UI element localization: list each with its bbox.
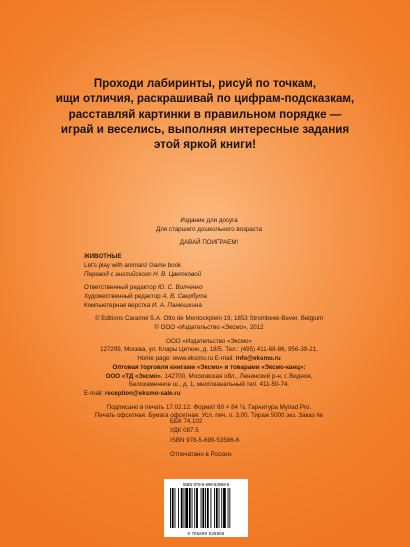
- wholesale-email-label: E-mail:: [84, 389, 104, 397]
- intro-text: [28, 76, 382, 152]
- print-info-2: Печать офсетная. Бумага офсетная. Усл. печ. л. 3,00. Тираж 5000 экз. Заказ №: [94, 412, 323, 420]
- email-label: E-mail:: [214, 355, 235, 363]
- editor-credit: [84, 284, 334, 293]
- printed-in: Отпечатано в России.: [170, 451, 233, 459]
- wholesale-heading: Оптовая торговля книгами «Эксмо» и товарами «Эксмо-канц»:: [112, 363, 306, 371]
- wholesale-line-2: Белокаменное ш., д. 1, многоканальный тел. 411-50-74.: [128, 381, 290, 389]
- homepage-value: www.eksmo.ru: [172, 355, 214, 363]
- wholesale-email-value: reception@eksmo-sale.ru: [105, 389, 181, 397]
- series-name: ДАВАЙ ПОИГРАЕМ!: [179, 239, 239, 247]
- layout-credit: [84, 302, 334, 311]
- copyright-original: © Editions Caramel S.A. Otto de Mentockplein 19, 1853 Strombeek-Bever, Belgium: [94, 315, 324, 323]
- intro-line: играй и веселись, выполняя интересные задания: [60, 122, 350, 136]
- editor-name: Ю. С. Волченко: [157, 284, 203, 292]
- print-info-1: Подписано в печать 17.02.12. Формат 60 × 84 ⅛. Гарнитура Myriad Pro.: [106, 403, 312, 411]
- email-value: info@eksmo.ru: [235, 355, 281, 363]
- intro-line: Проходи лабиринты, рисуй по точкам,: [93, 77, 317, 90]
- barcode-isbn-label: ISBN 978-5-699-53586-6: [182, 482, 230, 487]
- book-title: ЖИВОТНЫЕ: [84, 253, 122, 261]
- intro-line: ищи отличия, раскрашивай по цифрам-подсказкам,: [55, 92, 355, 106]
- imprint-block: [84, 217, 334, 421]
- copyright-publisher: © ООО «Издательство «Эксмо», 2012: [154, 324, 264, 332]
- isbn-code: ISBN 978-5-699-53586-6: [170, 436, 240, 444]
- wholesale-company: ООО «ТД «Эксмо»: [105, 372, 161, 380]
- barcode-digits: 9 785699 535866: [187, 531, 225, 536]
- intro-line: расставляй картинки в правильном порядке —: [68, 107, 342, 121]
- editor-role: Ответственный редактор: [84, 284, 157, 292]
- book-title-en: Let's play with animals! Game book: [84, 261, 182, 269]
- art-editor-role: Художественный редактор: [84, 292, 161, 300]
- art-editor-name: А. В. Свербута: [162, 292, 207, 300]
- edition-type: Издание для досуга: [180, 217, 238, 224]
- wholesale-address: , 142700, Московская обл., Ленинский р-н, г. Видное,: [161, 372, 313, 380]
- layout-role: Компьютерная верстка: [84, 301, 151, 309]
- intro-line: этой яркой книги!: [154, 138, 256, 152]
- isbn-barcode: [164, 479, 248, 537]
- publisher-address: 127299, Москва, ул. Клары Цеткин, д. 18/5. Тел.: (495) 411-68-86, 956-39-21.: [100, 346, 318, 354]
- wholesale-email: [84, 390, 334, 399]
- wholesale-line-1: [84, 373, 334, 382]
- homepage-label: Home page:: [137, 355, 172, 363]
- classification-codes: [170, 417, 239, 460]
- layout-name: И. А. Панюшкина: [152, 301, 202, 309]
- bbk-code: ББК 74.102: [170, 418, 203, 425]
- translation-credit: Перевод с английского Н. В. Цветковой: [84, 270, 202, 278]
- udk-code: УДК 087.5: [170, 427, 199, 435]
- age-group: Для старшего дошкольного возраста: [156, 225, 262, 233]
- publisher-name: ООО «Издательство «Эксмо»: [166, 337, 252, 345]
- art-editor-credit: [84, 293, 334, 302]
- publisher-contacts: [84, 355, 334, 364]
- barcode-bars: [170, 488, 242, 528]
